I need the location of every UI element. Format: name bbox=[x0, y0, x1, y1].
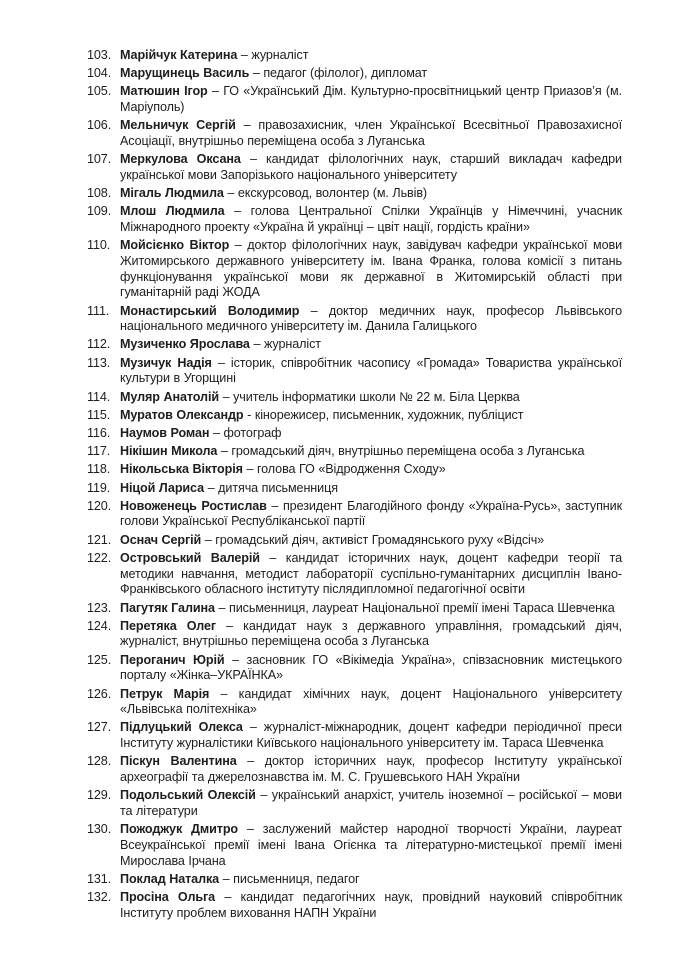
person-name: Монастирський Володимир bbox=[120, 303, 300, 318]
item-text bbox=[120, 66, 622, 82]
item-number: 131. bbox=[87, 871, 112, 886]
item-number: 104. bbox=[87, 66, 112, 81]
list-item bbox=[87, 601, 622, 617]
item-number: 114. bbox=[87, 389, 111, 404]
item-number: 115. bbox=[87, 407, 111, 422]
list-item bbox=[87, 481, 622, 497]
person-name: Ніцой Лариса bbox=[120, 480, 205, 495]
list-item bbox=[87, 462, 622, 478]
person-description: – кандидат наук з державного управління, громадський діяч, журналіст, внутрішньо переміщена особа з Луганська bbox=[120, 618, 622, 649]
list-item bbox=[87, 822, 622, 869]
item-text bbox=[120, 653, 622, 684]
person-description: – правозахисник, член Української Всесвітньої Правозахисної Асоціації, внутрішньо переміщена особа з Луганська bbox=[120, 118, 622, 149]
item-text bbox=[120, 84, 622, 115]
item-text bbox=[120, 426, 622, 442]
person-name: Новоженець Ростислав bbox=[120, 498, 267, 513]
person-name: Перетяка Олег bbox=[120, 618, 217, 633]
item-text bbox=[120, 444, 622, 460]
item-text bbox=[120, 754, 622, 785]
person-name: Марійчук Катерина bbox=[120, 48, 238, 62]
person-name: Петрук Марія bbox=[120, 686, 210, 701]
item-text bbox=[120, 533, 622, 549]
person-name: Музиченко Ярослава bbox=[120, 337, 250, 352]
person-description: – журналіст-міжнародник, доцент кафедри періодичної преси Інституту журналістики Київського національного університету ім. Тараса Шевченка bbox=[120, 720, 622, 751]
person-name: Пожоджук Дмитро bbox=[120, 822, 239, 837]
item-text bbox=[120, 872, 622, 888]
item-number: 118. bbox=[87, 462, 111, 477]
person-description: – журналіст bbox=[237, 48, 309, 62]
person-description: – письменниця, педагог bbox=[219, 871, 360, 886]
item-text bbox=[120, 152, 622, 183]
person-name: Муратов Олександр bbox=[120, 407, 244, 422]
person-name: Підлуцький Олекса bbox=[120, 720, 243, 735]
item-text bbox=[120, 822, 622, 869]
person-description: – президент Благодійного фонду «Україна-Русь», заступник голови Української Республіканської партії bbox=[120, 498, 622, 529]
item-text bbox=[120, 788, 622, 819]
item-number: 128. bbox=[87, 754, 112, 769]
item-number: 106. bbox=[87, 118, 112, 133]
person-description: – доктор історичних наук, професор Інституту української археографії та джерелознавства ім. М. С. Грушевського НАН України bbox=[120, 754, 622, 785]
list-item bbox=[87, 356, 622, 387]
list-item bbox=[87, 533, 622, 549]
list-item bbox=[87, 337, 622, 353]
item-number: 105. bbox=[87, 84, 112, 99]
list-item bbox=[87, 204, 622, 235]
list-item bbox=[87, 426, 622, 442]
item-number: 109. bbox=[87, 204, 112, 219]
person-description: – доктор філологічних наук, завідувач кафедри української мови Житомирського державного університету ім. Івана Франка, голова комісії з питань функціонування української мови як державної в Житомирській області при гуманітарній раді ЖОДА bbox=[120, 238, 622, 300]
person-description: – громадський діяч, внутрішньо переміщена особа з Луганська bbox=[217, 444, 585, 459]
person-name: Подольський Олексій bbox=[120, 788, 256, 803]
item-text bbox=[120, 118, 622, 149]
list-item bbox=[87, 653, 622, 684]
person-name: Оснач Сергій bbox=[120, 532, 202, 547]
list-item bbox=[87, 551, 622, 598]
person-name: Матюшин Ігор bbox=[120, 84, 208, 99]
person-description: – ГО «Український Дім. Культурно-просвітницький центр Приазов’я (м. Маріуполь) bbox=[120, 84, 622, 115]
person-name: Піскун Валентина bbox=[120, 754, 237, 769]
person-name: Млош Людмила bbox=[120, 204, 225, 219]
person-name: Поклад Наталка bbox=[120, 871, 220, 886]
list-item bbox=[87, 238, 622, 301]
item-text bbox=[120, 551, 622, 598]
person-name: Пероганич Юрій bbox=[120, 652, 225, 667]
person-name: Просіна Ольга bbox=[120, 889, 216, 904]
item-number: 125. bbox=[87, 652, 112, 667]
item-number: 126. bbox=[87, 686, 112, 701]
item-number: 120. bbox=[87, 498, 112, 513]
item-number: 116. bbox=[87, 425, 111, 440]
item-text bbox=[120, 356, 622, 387]
item-number: 127. bbox=[87, 720, 112, 735]
person-description: – журналіст bbox=[249, 337, 321, 352]
item-number: 111. bbox=[87, 303, 110, 318]
item-text bbox=[120, 720, 622, 751]
item-text bbox=[120, 890, 622, 921]
item-text bbox=[120, 619, 622, 650]
person-name: Меркулова Оксана bbox=[120, 152, 241, 167]
person-description: – голова Центральної Спілки Українців у Німеччині, учасник Міжнародного проекту «Україна й українці – цвіт нації, гордість країни» bbox=[120, 204, 623, 235]
item-text bbox=[120, 186, 622, 202]
list-item bbox=[87, 788, 622, 819]
person-description: – письменниця, лауреат Національної премії імені Тараса Шевченка bbox=[214, 600, 615, 615]
list-item bbox=[87, 619, 622, 650]
person-name: Пагутяк Галина bbox=[120, 600, 215, 615]
item-number: 117. bbox=[87, 444, 111, 459]
item-number: 110. bbox=[87, 238, 111, 253]
item-number: 122. bbox=[87, 550, 112, 565]
person-name: Мойсієнко Віктор bbox=[120, 238, 230, 253]
item-number: 119. bbox=[87, 480, 111, 495]
list-item bbox=[87, 186, 622, 202]
list-item bbox=[87, 408, 622, 424]
list-item bbox=[87, 872, 622, 888]
item-text bbox=[120, 601, 622, 617]
item-number: 132. bbox=[87, 889, 112, 904]
item-text bbox=[120, 687, 622, 718]
item-text bbox=[120, 238, 622, 301]
item-text bbox=[120, 304, 622, 335]
item-text bbox=[120, 390, 622, 406]
item-text bbox=[120, 337, 622, 353]
item-text bbox=[120, 408, 622, 424]
item-number: 124. bbox=[87, 618, 112, 633]
item-number: 108. bbox=[87, 186, 112, 201]
person-description: – заслужений майстер народної творчості України, лауреат Всеукраїнської премії імені Івана Огієнка та літературно-мистецької премії імені Мирослава Ірчана bbox=[120, 822, 622, 868]
person-name: Муляр Анатолій bbox=[120, 389, 219, 404]
list-item bbox=[87, 118, 622, 149]
person-name: Островський Валерій bbox=[120, 550, 260, 565]
person-description: – кандидат історичних наук, доцент кафедри теорії та методики навчання, методист лабораторії суспільно-гуманітарних дисциплін Івано-Франківського обласного інституту післядипломної педагогічної освіти bbox=[120, 550, 622, 597]
item-number: 121. bbox=[87, 532, 112, 547]
person-name: Музичук Надія bbox=[120, 355, 212, 370]
person-description: – кандидат педагогічних наук, провідний науковий співробітник Інституту проблем виховання НАПН України bbox=[120, 889, 622, 920]
person-description: – екскурсовод, волонтер (м. Львів) bbox=[223, 186, 428, 201]
item-text bbox=[120, 481, 622, 497]
list-item bbox=[87, 390, 622, 406]
list-item bbox=[87, 304, 622, 335]
person-name: Мельничук Сергій bbox=[120, 118, 236, 133]
person-description: – український анархіст, учитель іноземної – російської – мови та літератури bbox=[120, 788, 622, 818]
list-item bbox=[87, 720, 622, 751]
person-name: Марущинець Василь bbox=[120, 66, 250, 81]
person-description: – фотограф bbox=[209, 425, 282, 440]
list-item bbox=[87, 152, 622, 183]
list-item bbox=[87, 890, 622, 921]
item-number: 107. bbox=[87, 152, 112, 167]
person-description: – педагог (філолог), дипломат bbox=[249, 66, 428, 81]
person-description: – кандидат філологічних наук, старший викладач кафедри української мови Запорізького національного університету bbox=[120, 152, 622, 182]
list-item bbox=[87, 444, 622, 460]
item-text bbox=[120, 48, 622, 64]
person-name: Нікішин Микола bbox=[120, 444, 218, 459]
item-number: 113. bbox=[87, 355, 111, 370]
person-description: – дитяча письменниця bbox=[204, 480, 338, 495]
item-number: 123. bbox=[87, 600, 112, 615]
item-text bbox=[120, 462, 622, 478]
person-description: – громадський діяч, активіст Громадянського руху «Відсіч» bbox=[201, 532, 545, 547]
person-name: Нікольська Вікторія bbox=[120, 462, 243, 477]
list-item bbox=[87, 66, 622, 82]
item-text bbox=[120, 499, 622, 530]
person-description: - кінорежисер, письменник, художник, публіцист bbox=[243, 407, 524, 422]
item-number: 103. bbox=[87, 48, 112, 62]
list-item bbox=[87, 754, 622, 785]
item-number: 130. bbox=[87, 822, 112, 837]
person-description: – голова ГО «Відродження Сходу» bbox=[242, 462, 446, 477]
person-description: – засновник ГО «Вікімедіа Україна», співзасновник мистецького порталу «Жінка–УКРАЇНКА» bbox=[120, 652, 622, 683]
list-item bbox=[87, 687, 622, 718]
list-item bbox=[87, 48, 622, 64]
list-item bbox=[87, 84, 622, 115]
person-description: – кандидат хімічних наук, доцент Національного університету «Львівська політехніка» bbox=[120, 686, 622, 717]
person-description: – історик, співробітник часопису «Громада» Товариства української культури в Угорщині bbox=[120, 355, 622, 386]
item-text bbox=[120, 204, 622, 235]
item-number: 112. bbox=[87, 337, 111, 352]
person-name: Мігаль Людмила bbox=[120, 186, 224, 201]
item-number: 129. bbox=[87, 788, 112, 803]
person-name: Наумов Роман bbox=[120, 425, 210, 440]
list-item bbox=[87, 499, 622, 530]
person-description: – доктор медичних наук, професор Львівського національного медичного університету ім. Данила Галицького bbox=[120, 303, 622, 334]
person-description: – учитель інформатики школи № 22 м. Біла Церква bbox=[219, 389, 520, 404]
